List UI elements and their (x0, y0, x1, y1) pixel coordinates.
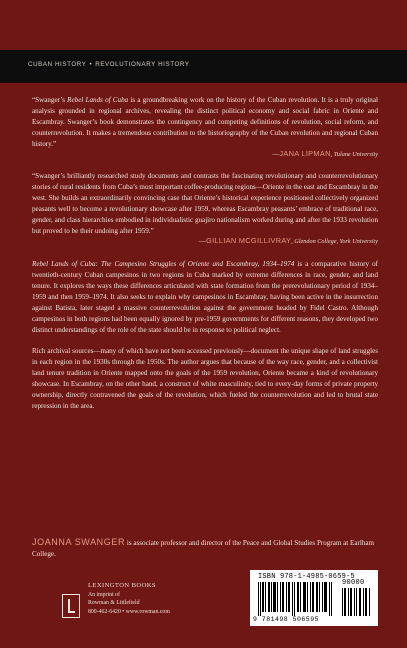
description-paragraph-2: Rich archival sources—many of which have not been accessed previously—document the unique shape of land struggles in each region in the 1930s through the 1950s. The author argues that because of the way race, gender, and a collectivist land tenure tradition in Oriente mapped onto the goals of the 1959 revolution, Oriente became a kind of revolutionary showcase. In Escambray, on the other hand, a construct of white masculinity, tied to every-day forms of private property ownership, directly contravened the goals of the revolution, which fueled the counterrevolution and led to brutal state repression in the area. (32, 347, 378, 410)
isbn-label: ISBN 978-1-4985-0659-5 (258, 573, 355, 581)
price-addon-digits: 90000 (342, 579, 365, 587)
category-band (0, 50, 407, 83)
publisher-logo-icon (62, 594, 80, 618)
price-addon-bars-icon (342, 588, 372, 616)
top-color-bar (0, 0, 407, 50)
blurb-lipman (32, 95, 378, 160)
back-cover-text (32, 95, 378, 422)
publisher-contact: 800-462-6420 • www.rowman.com (88, 608, 170, 615)
blurb-author-name: GILLIAN MCGILLIVRAY (206, 236, 292, 245)
author-bio (32, 537, 378, 560)
quoted-book-title: Rebel Lands of Cuba (67, 96, 129, 104)
publisher-line-2: An imprint of (88, 591, 120, 598)
barcode-digits: 9 781498 506595 (253, 616, 320, 623)
category-cuban-history: CUBAN HISTORY (28, 61, 87, 68)
barcode (250, 570, 378, 626)
book-title: Rebel Lands of Cuba: The Campesino Struggles of Oriente and Escambray, 1934–1974 (32, 260, 295, 268)
description-paragraph-1: Rebel Lands of Cuba: The Campesino Struggles of Oriente and Escambray, 1934–1974 is a comparative history of twentieth-century Cuban campesinos in two regions in Cuba marked by extreme differences in race, gender, and land tenure. It explores the ways these differences articulated with state formation from the prerevolutionary period of 1934–1959 and then 1959–1974. It also seeks to explain why campesinos in Escambray, having been active in the insurrection against Batista, later staged a massive counterrevolution against the government headed by Fidel Castro. Although campesinos in both regions had been equally ignored by pre-1959 governments for different reasons, they developed two distinct understandings of the role of the state should be in response to political neglect. (32, 260, 378, 334)
category-separator: • (89, 61, 93, 68)
category-revolutionary-history: REVOLUTIONARY HISTORY (95, 61, 190, 68)
blurb-author-institution: , Tulane University (330, 151, 378, 158)
author-name: JOANNA SWANGER (32, 537, 126, 547)
blurb-mcgillivray (32, 171, 378, 247)
blurb-quote: “Swanger’s Rebel Lands of Cuba is a groundbreaking work on the history of the Cuban revolution. It is a truly original analysis grounded in regional archives, revealing the distinct political economy and social fabric in Oriente and Escambray. Swanger’s book demonstrates the contingency and competing definitions of revolution, social reform, and counterrevolution. It makes a tremendous contribution to the historiography of the Cuban revolution and regional Cuban history.” (32, 96, 378, 148)
author-bio-text: is associate professor and director of the Peace and Global Studies Program at Earlham College. (32, 539, 375, 558)
blurb-attribution: —JANA LIPMAN, Tulane University (272, 149, 378, 158)
blurb-attribution: —GILLIAN MCGILLIVRAY, Glendon College, York University (198, 236, 378, 245)
publisher-info (88, 582, 218, 616)
blurb-author-name: JANA LIPMAN (279, 149, 331, 158)
publisher-line-3: Rowman & Littlefield (88, 600, 140, 607)
category-label (28, 61, 190, 68)
publisher-name: LEXINGTON BOOKS (88, 582, 156, 589)
barcode-bars-icon (258, 582, 334, 616)
blurb-quote: “Swanger’s brilliantly researched study documents and contrasts the fascinating revolutionary and counterrevolutionary stories of rural residents from Cuba’s most important coffee-producing regions—Oriente in the east and Escambray in the west. She builds an extraordinarily convincing case that Oriente’s historical experience positioned collectively organized peasants well to become a revolutionary showcase after 1959, whereas Escambray peasants’ embrace of traditional race, gender, and class hierarchies embodied in individualistic guajiro nationalism worked during and after the 1933 revolution but proved to be their undoing after 1959.” (32, 172, 378, 235)
blurb-author-institution: , Glendon College, York University (291, 238, 378, 245)
